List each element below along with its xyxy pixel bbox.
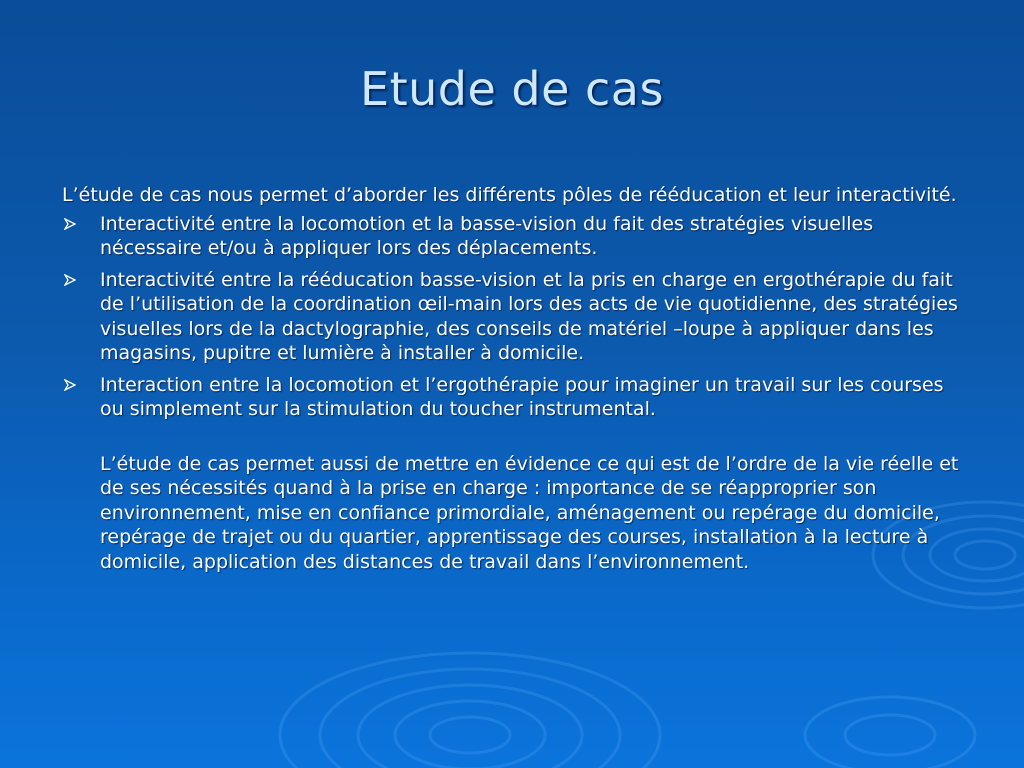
arrow-bullet-icon xyxy=(64,274,76,286)
list-item xyxy=(62,373,962,422)
bullet-text: Interactivité entre la locomotion et la basse-vision du fait des stratégies visuelles nécessaire et/ou à appliquer lors des déplacements. xyxy=(100,212,874,259)
bullet-list xyxy=(62,212,962,422)
intro-paragraph: L’étude de cas nous permet d’aborder les différents pôles de rééducation et leur interactivité. xyxy=(62,184,957,206)
bullet-text: Interaction entre la locomotion et l’ergothérapie pour imaginer un travail sur les courses ou simplement sur la stimulation du toucher instrumental. xyxy=(100,373,944,420)
slide-title: Etude de cas xyxy=(360,62,664,116)
arrow-bullet-icon xyxy=(64,379,76,391)
arrow-bullet-icon xyxy=(64,218,76,230)
list-item xyxy=(62,268,962,366)
bullet-text: Interactivité entre la rééducation basse-vision et la pris en charge en ergothérapie du fait de l’utilisation de la coordination œil-main lors des acts de vie quotidienne, des stratégies visuelles lors de la dactylographie, des conseils de matériel –loupe à appliquer dans les magasins, pupitre et lumière à installer à domicile. xyxy=(100,268,958,364)
slide-body xyxy=(62,183,962,574)
list-item xyxy=(62,212,962,261)
closing-paragraph: L’étude de cas permet aussi de mettre en évidence ce qui est de l’ordre de la vie réelle et de ses nécessités quand à la prise en charge : importance de se réapproprier son environnement, mise en confiance primordiale, aménagement ou repérage du domicile, repérage de trajet ou du quartier, apprentissage des courses, installation à la lecture à domicile, application des distances de travail dans l’environnement. xyxy=(100,452,959,573)
